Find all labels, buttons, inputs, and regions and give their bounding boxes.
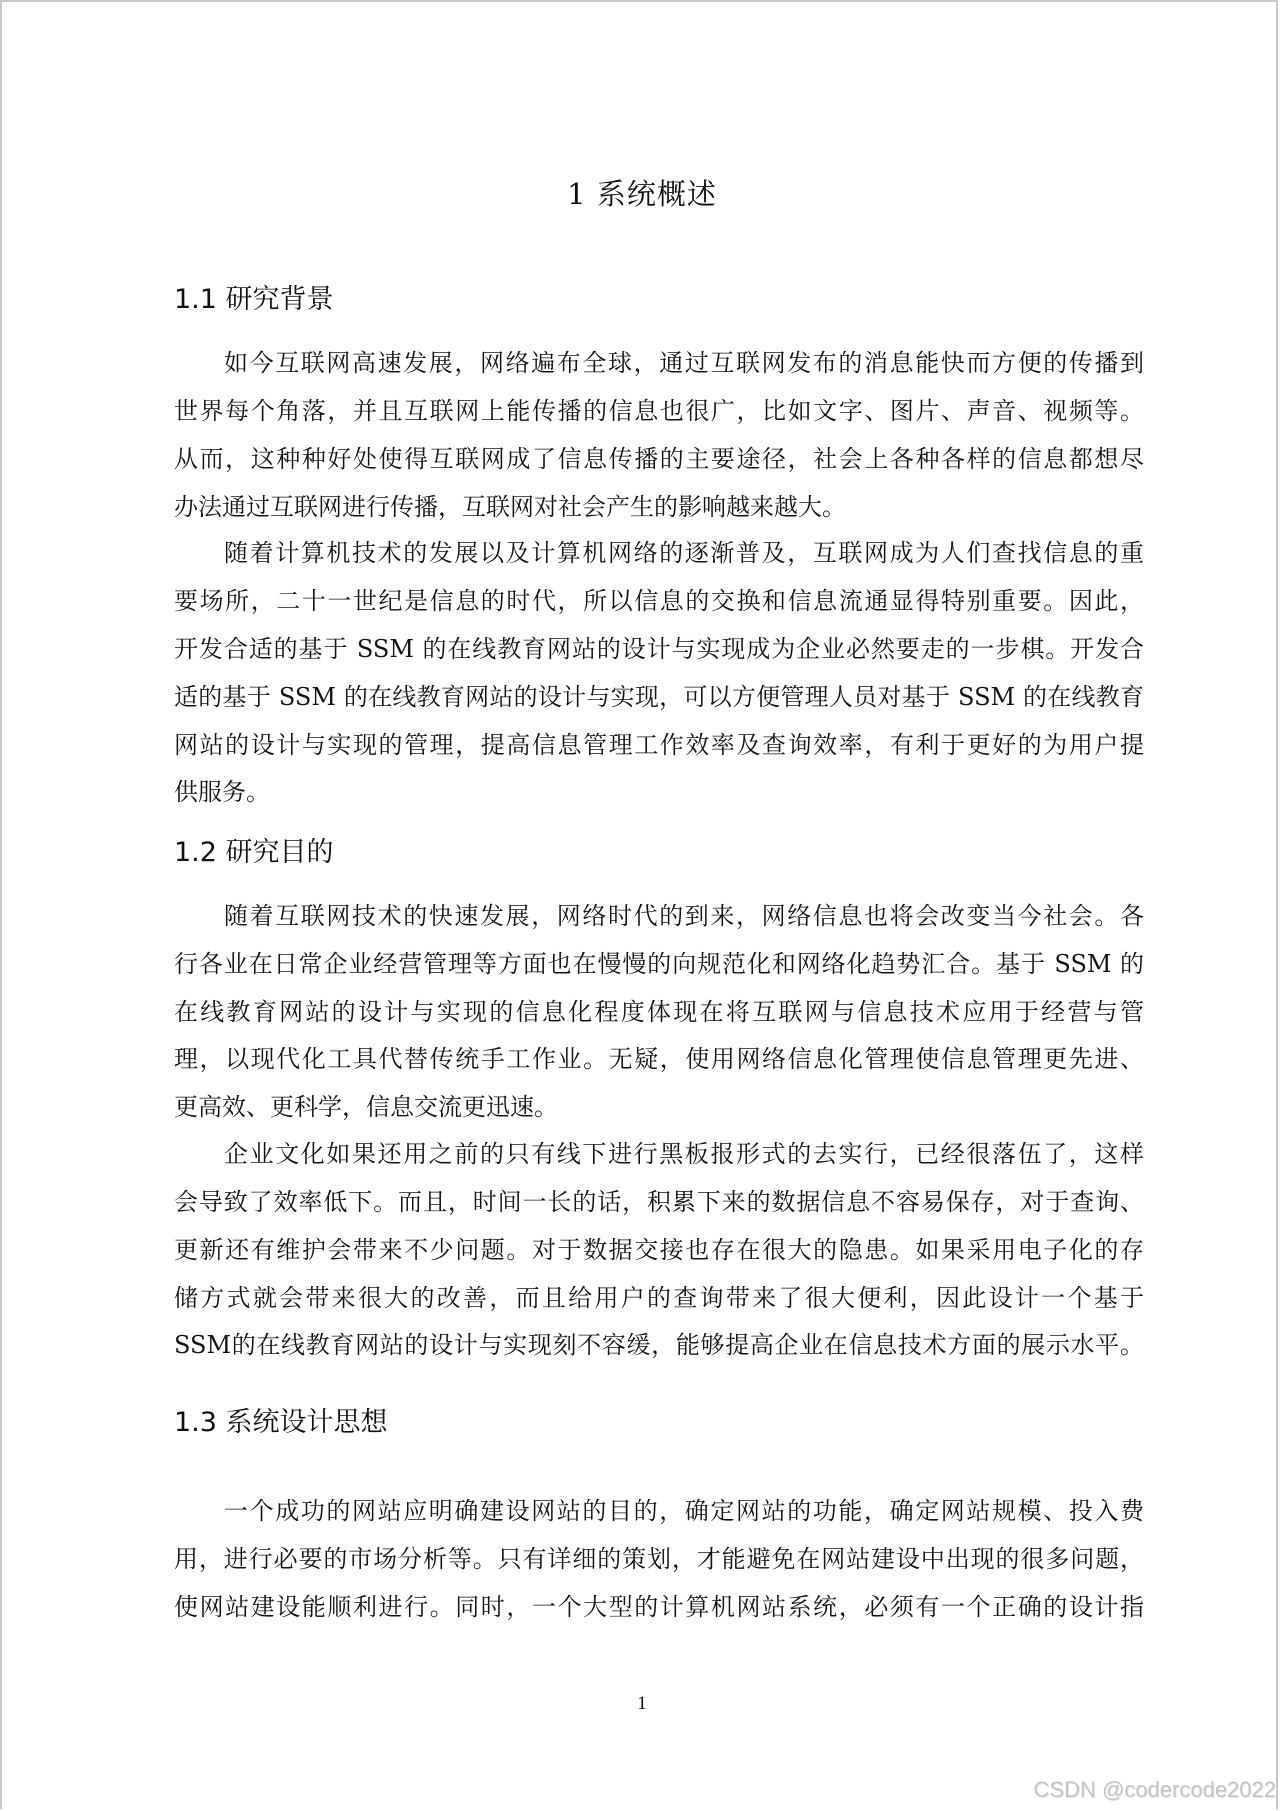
paragraph-line: 世界每个角落，并且互联网上能传播的信息也很广，比如文字、图片、声音、视频等。 [174, 397, 1144, 425]
section-heading-1-2: 1.2 研究目的 [174, 837, 334, 868]
paragraph-line: 供服务。 [174, 778, 270, 806]
paragraph-line: 开发合适的基于 SSM 的在线教育网站的设计与实现成为企业必然要走的一步棋。开发合 [174, 635, 1144, 663]
watermark: CSDN @codercode2022 [1033, 1777, 1276, 1802]
paragraph-line: 理，以现代化工具代替传统手工作业。无疑，使用网络信息化管理使信息管理更先进、 [174, 1045, 1144, 1073]
paragraph-line: 用，进行必要的市场分析等。只有详细的策划，才能避免在网站建设中出现的很多问题， [174, 1545, 1144, 1573]
paragraph-line: 储方式就会带来很大的改善，而且给用户的查询带来了很大便利，因此设计一个基于 [174, 1284, 1144, 1312]
page-number: 1 [637, 1693, 647, 1714]
paragraph-line: 如今互联网高速发展，网络遍布全球，通过互联网发布的消息能快而方便的传播到 [224, 349, 1144, 377]
paragraph-line: 在线教育网站的设计与实现的信息化程度体现在将互联网与信息技术应用于经营与管 [174, 998, 1144, 1026]
paragraph-line: SSM的在线教育网站的设计与实现刻不容缓，能够提高企业在信息技术方面的展示水平。 [174, 1331, 1144, 1359]
paragraph-line: 适的基于 SSM 的在线教育网站的设计与实现，可以方便管理人员对基于 SSM 的在线教育 [174, 683, 1144, 711]
paragraph-line: 会导致了效率低下。而且，时间一长的话，积累下来的数据信息不容易保存，对于查询、 [174, 1188, 1144, 1216]
paragraph-line: 企业文化如果还用之前的只有线下进行黑板报形式的去实行，已经很落伍了，这样 [224, 1140, 1144, 1168]
paragraph-line: 更新还有维护会带来不少问题。对于数据交接也存在很大的隐患。如果采用电子化的存 [174, 1236, 1144, 1264]
paragraph-line: 行各业在日常企业经营管理等方面也在慢慢的向规范化和网络化趋势汇合。基于 SSM 的 [174, 950, 1144, 978]
paragraph-line: 办法通过互联网进行传播，互联网对社会产生的影响越来越大。 [174, 493, 846, 521]
section-heading-1-1: 1.1 研究背景 [174, 284, 334, 315]
chapter-title: 1 系统概述 [567, 177, 717, 211]
paragraph-line: 随着计算机技术的发展以及计算机网络的逐渐普及，互联网成为人们查找信息的重 [224, 539, 1144, 567]
paragraph-line: 使网站建设能顺利进行。同时，一个大型的计算机网站系统，必须有一个正确的设计指 [174, 1593, 1144, 1621]
paragraph-line: 要场所，二十一世纪是信息的时代，所以信息的交换和信息流通显得特别重要。因此， [174, 587, 1144, 615]
paragraph-line: 网站的设计与实现的管理，提高信息管理工作效率及查询效率，有利于更好的为用户提 [174, 731, 1144, 759]
paragraph-line: 从而，这种种好处使得互联网成了信息传播的主要途径，社会上各种各样的信息都想尽 [174, 445, 1144, 473]
paragraph-line: 更高效、更科学，信息交流更迅速。 [174, 1093, 558, 1121]
section-heading-1-3: 1.3 系统设计思想 [174, 1407, 388, 1438]
paragraph-line: 随着互联网技术的快速发展，网络时代的到来，网络信息也将会改变当今社会。各 [224, 902, 1144, 930]
paragraph-line: 一个成功的网站应明确建设网站的目的，确定网站的功能，确定网站规模、投入费 [224, 1497, 1144, 1525]
